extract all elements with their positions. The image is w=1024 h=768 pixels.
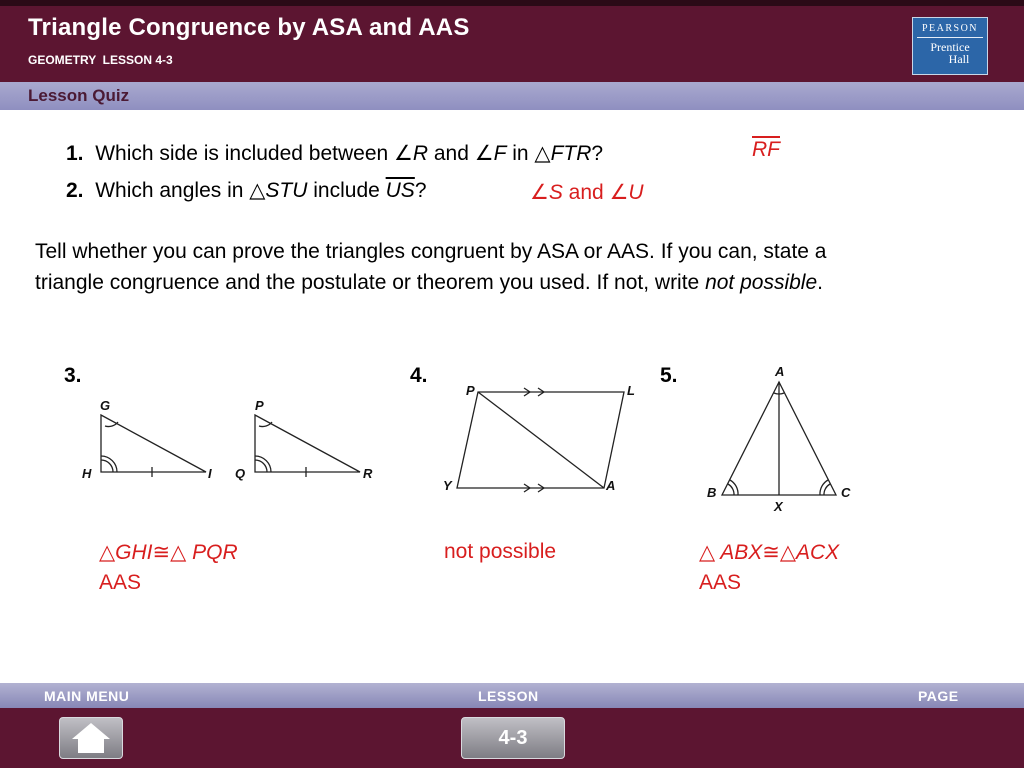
problem-3-number: 3.: [64, 364, 82, 387]
question-1-triangle: FTR: [550, 142, 592, 165]
home-icon: [60, 718, 122, 758]
angle-a-arc-right: [779, 393, 784, 394]
question-2-text-a: Which angles in: [95, 179, 250, 202]
question-2-number: 2.: [66, 179, 84, 202]
question-1-text-d: ?: [591, 142, 604, 165]
vertex-h-label: H: [82, 466, 92, 481]
page-subtitle: GEOMETRY LESSON 4-3: [28, 53, 173, 67]
question-1-text-a: Which side is included between: [95, 142, 395, 165]
question-2-text-c: ?: [414, 179, 427, 202]
instructions-end: .: [817, 271, 823, 294]
answer-4: not possible: [444, 540, 557, 563]
angle-h-arc-2: [101, 456, 117, 472]
angle-a-arc-left: [774, 393, 779, 394]
triangle-ghi-figure: [101, 415, 206, 477]
triangle-icon: △: [534, 142, 551, 165]
vertex-c-label: C: [841, 485, 851, 500]
question-1-angle-r: R: [412, 142, 429, 165]
triangle-icon: △: [170, 541, 187, 564]
vertex-y-label: Y: [443, 478, 452, 493]
answer-3-reason: AAS: [99, 571, 142, 594]
angle-icon: ∠: [394, 142, 413, 165]
answer-2-and: and: [562, 181, 610, 204]
answer-3-triangle-1: GHI: [115, 541, 153, 564]
problem-5-number: 5.: [660, 364, 678, 387]
lesson-label: LESSON: [478, 688, 539, 704]
section-label: Lesson Quiz: [28, 86, 130, 105]
congruent-icon: ≅: [762, 541, 780, 564]
main-menu-label: MAIN MENU: [44, 688, 130, 704]
question-2-text-b: include: [307, 179, 386, 202]
logo-line1: PEARSON: [921, 23, 979, 34]
question-1-angle-f: F: [493, 142, 507, 165]
answer-2-angle-u: U: [628, 181, 644, 204]
vertex-b-label: B: [707, 485, 717, 500]
page-label: PAGE: [918, 688, 959, 704]
lesson-number-button[interactable]: 4-3: [461, 717, 565, 759]
triangle-icon: △: [779, 541, 796, 564]
answer-5-congruence: [699, 540, 839, 565]
question-1-text-b: and: [428, 142, 475, 165]
vertex-a-label: A: [606, 478, 616, 493]
vertex-i-label: I: [208, 466, 212, 481]
page-title: Triangle Congruence by ASA and AAS: [28, 14, 470, 41]
vertex-g-label: G: [100, 398, 111, 413]
answer-5-triangle-2: ACX: [796, 541, 840, 564]
answer-5-triangle-1: ABX: [715, 541, 763, 564]
vertex-x-label: X: [774, 499, 783, 514]
answer-1: $\overline{RF}$: [752, 138, 780, 161]
vertex-a-label: A: [775, 364, 785, 379]
congruent-icon: ≅: [152, 541, 171, 564]
answer-2-angle-s: S: [548, 181, 563, 204]
question-1-text-c: in: [506, 142, 535, 165]
question-2-triangle: STU: [265, 179, 308, 202]
problem-4-number: 4.: [410, 364, 428, 387]
logo-line2: Prentice: [930, 40, 970, 54]
logo-line3: Hall: [948, 52, 970, 66]
angle-icon: ∠: [474, 142, 494, 165]
question-2-segment: $\overline{US}$: [385, 179, 415, 202]
triangle-icon: △: [99, 541, 116, 564]
vertex-p-label: P: [255, 398, 264, 413]
angle-b-arc-1: [728, 484, 734, 495]
vertex-p-label: P: [466, 383, 475, 398]
triangle-icon: △: [699, 541, 716, 564]
angle-icon: ∠: [530, 181, 549, 204]
vertex-r-label: R: [363, 466, 373, 481]
main-menu-button[interactable]: [59, 717, 123, 759]
question-1-number: 1.: [66, 142, 84, 165]
angle-q-arc-2: [255, 456, 271, 472]
angle-icon: ∠: [609, 181, 629, 204]
diagonal-pa: [478, 392, 604, 488]
angle-q-arc-1: [255, 460, 267, 472]
triangle-pqr-figure: [255, 415, 360, 477]
angle-h-arc-1: [101, 460, 113, 472]
isosceles-figure: [722, 382, 836, 495]
angle-c-arc-1: [824, 484, 830, 495]
instructions-text: Tell whether you can prove the triangles congruent by ASA or AAS. If you can, state a triangle congruence and the postulate or theorem you used. If not, write: [35, 240, 827, 294]
vertex-l-label: L: [627, 383, 635, 398]
answer-3-triangle-2: PQR: [186, 541, 238, 564]
answer-5-reason: AAS: [699, 571, 742, 594]
vertex-q-label: Q: [235, 466, 246, 481]
parallelogram-figure: [457, 388, 624, 492]
answer-3-congruence: [99, 540, 238, 565]
triangle-icon: △: [249, 179, 266, 202]
instructions-italic: not possible: [705, 271, 818, 294]
